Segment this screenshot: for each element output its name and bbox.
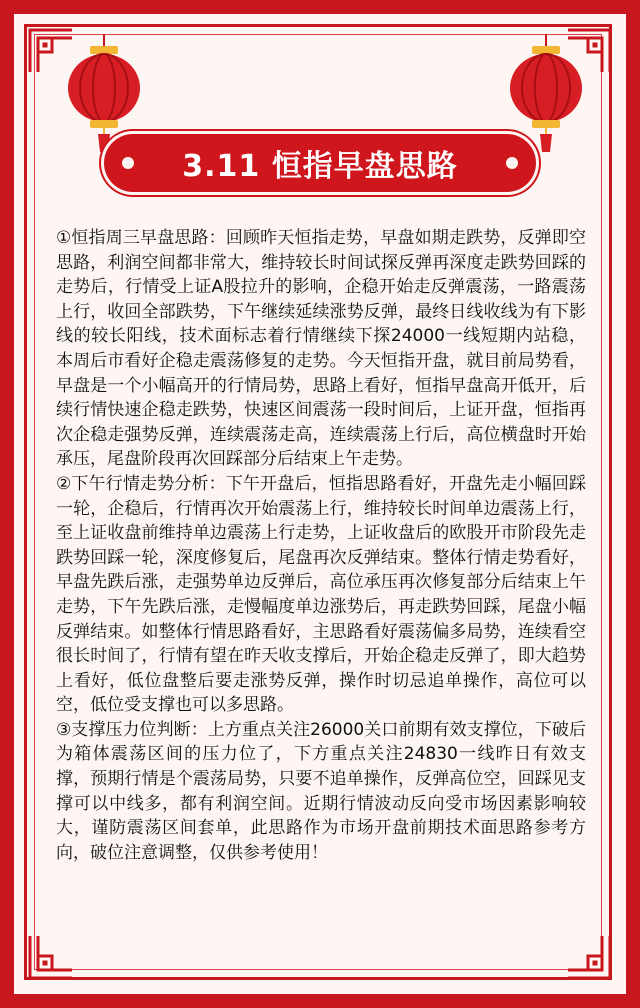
title-left-dot [122, 157, 134, 169]
paragraph-1: ①恒指周三早盘思路：回顾昨天恒指走势，早盘如期走跌势，反弹即空思路，利润空间都非常大，维持较长时间试探反弹再深度走跌势回踩的走势后，行情受上证A股拉升的影响，企稳开始走反弹震荡，一路震荡上行，收回全部跌势，下午继续延续涨势反弹，最终日线收线为有下影线的较长阳线，技术面标志着行情继续下探24000一线短期内站稳，本周后市看好企稳走震荡修复的走势。今天恒指开盘，就目前局势看，早盘是一个小幅高开的行情局势，思路上看好，恒指早盘高开低开，后续行情快速企稳走跌势，快速区间震荡一段时间后，上证开盘，恒指再次企稳走强势反弹，连续震荡走高，连续震荡上行后，高位横盘时开始承压，尾盘阶段再次回踩部分后结束上午走势。 [56, 228, 586, 470]
title-banner [104, 134, 536, 192]
corner-ornament-icon [566, 934, 612, 980]
page-title: 3.11 恒指早盘思路 [182, 149, 458, 184]
article-body [56, 226, 586, 865]
title-right-dot [506, 157, 518, 169]
paragraph-3: ③支撑压力位判断：上方重点关注26000关口前期有效支撑位，下破后为箱体震荡区间的压力位了，下方重点关注24830一线昨日有效支撑，预期行情是个震荡局势，只要不追单操作，反弹高位空，回踩见支撑可以中线多，都有利润空间。近期行情波动反向受市场因素影响较大，谨防震荡区间套单，此思路作为市场开盘前期技术面思路参考方向，破位注意调整，仅供参考使用！ [56, 719, 586, 863]
corner-ornament-icon [28, 934, 74, 980]
paragraph-2: ②下午行情走势分析：下午开盘后，恒指思路看好，开盘先走小幅回踩一轮，企稳后，行情再次开始震荡上行，维持较长时间单边震荡上行，至上证收盘前维持单边震荡上行走势，上证收盘后的欧股开市阶段先走跌势回踩一轮，深度修复后，尾盘再次反弹结束。整体行情走势看好，早盘先跌后涨，走强势单边反弹后，高位承压再次修复部分后结束上午走势，下午先跌后涨，走慢幅度单边涨势后，再走跌势回踩，尾盘小幅反弹结束。如整体行情思路看好，主思路看好震荡偏多局势，连续看空很长时间了，行情有望在昨天收支撑后，开始企稳走反弹了，即大趋势上看好，低位盘整后要走涨势反弹，操作时切忌追单操作，高位可以空，低位受支撑也可以多思路。 [56, 473, 586, 716]
